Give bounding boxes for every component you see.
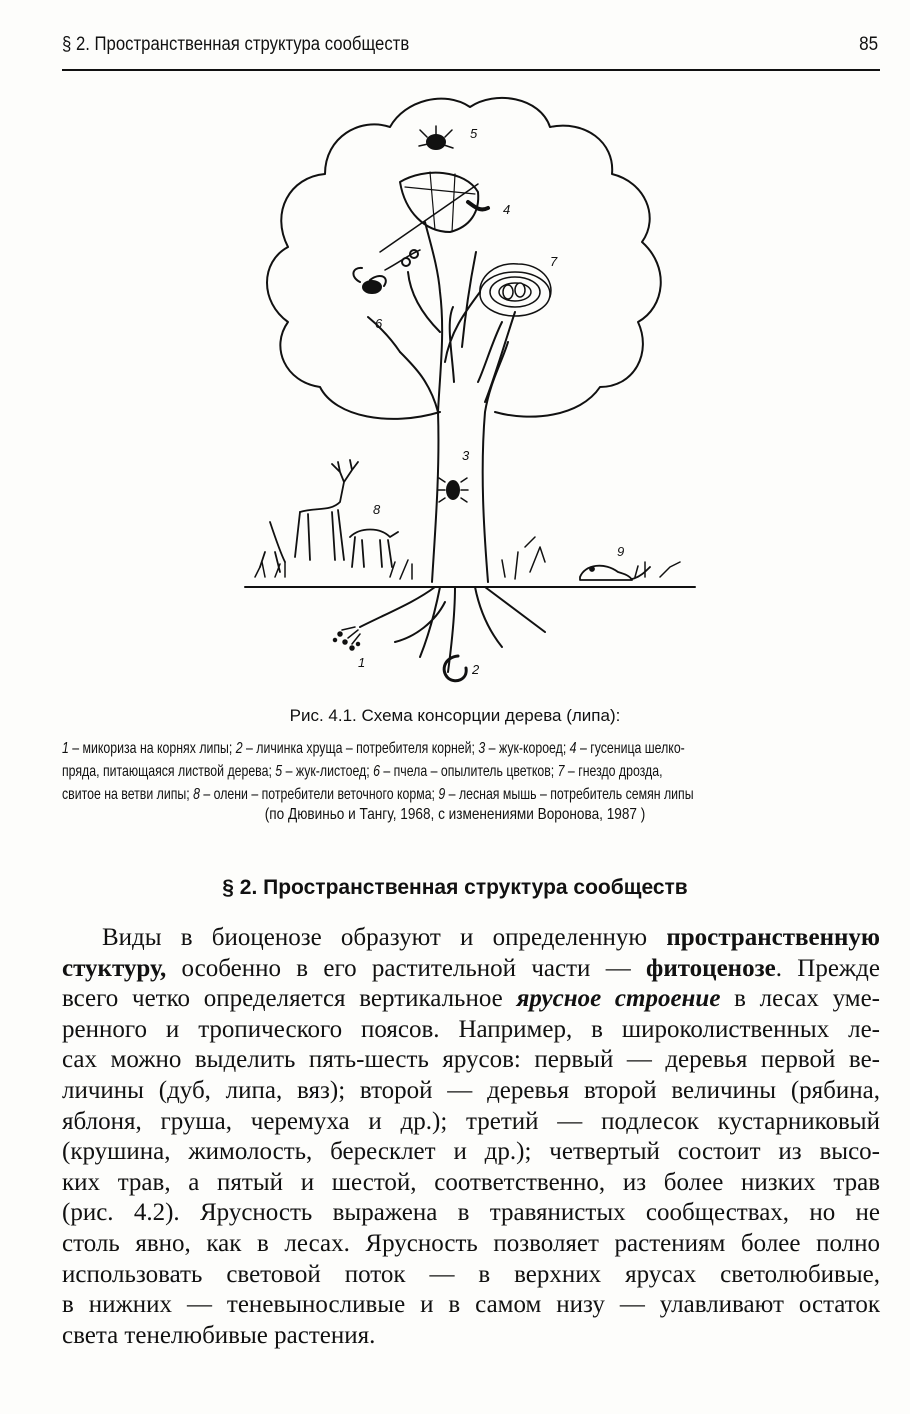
bark-beetle-icon — [438, 478, 468, 502]
body-text-segment: в нижних — теневыносливые и в самом низу — улавливают остаток — [62, 1291, 880, 1319]
fig-label-6: 6 — [375, 316, 383, 331]
fig-label-9: 9 — [617, 544, 625, 559]
emphasized-term: ярусное строение — [516, 985, 721, 1013]
body-line — [62, 1168, 880, 1199]
body-text-segment: всего четко определяется вертикальное — [62, 985, 517, 1013]
body-text-segment: ких трав, а пятый и шестой, соответственно, из более низких трав — [62, 1168, 880, 1196]
tree-illustration — [240, 82, 700, 692]
page-number: 85 — [858, 34, 878, 55]
section-heading: § 2. Пространственная структура сообществ — [222, 876, 688, 899]
body-text-segment: . Прежде — [775, 954, 881, 982]
running-header-title: § 2. Пространственная структура сообществ — [62, 34, 410, 55]
body-line — [62, 1107, 880, 1138]
figure-caption-title: Рис. 4.1. Схема консорции дерева (липа): — [289, 706, 621, 725]
header-rule — [62, 69, 880, 71]
body-text-segment: сах можно выделить пять-шесть ярусов: первый — деревья первой ве- — [62, 1046, 880, 1074]
legend-line: 1 – микориза на корнях липы; 2 – личинка хруща – потребителя корней; 3 – жук-короед; 4 – гусеница шелко- — [62, 740, 685, 757]
fig-label-5: 5 — [470, 126, 478, 141]
body-text-segment: яблоня, груша, черемуха и др.); третий — подлесок кустарниковый — [62, 1107, 880, 1135]
body-text-segment: ренного и тропического поясов. Например, в широколиственных ле- — [62, 1015, 880, 1043]
body-text-segment: особенно в его растительной части — — [166, 954, 647, 982]
body-line — [62, 954, 880, 985]
tree-canopy — [267, 98, 661, 419]
body-text-segment: (рис. 4.2). Ярусность выражена в травянистых сообществах, но не — [62, 1199, 880, 1227]
wood-mouse-icon — [580, 566, 650, 580]
tree-consortium-figure — [240, 82, 700, 692]
body-line — [62, 1137, 880, 1168]
body-line — [62, 1198, 880, 1229]
emphasized-term: фитоценозе — [646, 954, 776, 982]
fig-label-7: 7 — [550, 254, 558, 269]
body-text-segment: (крушина, жимолость, бересклет и др.); четвертый состоит из высо- — [62, 1138, 880, 1166]
fig-label-1: 1 — [358, 655, 366, 670]
thrush-nest-icon — [480, 264, 551, 316]
body-line — [62, 1015, 880, 1046]
body-text-segment: в лесах уме- — [720, 985, 880, 1013]
legend-line: пряда, питающаяся листвой дерева; 5 – жук-листоед; 6 – пчела – опылитель цветков; 7 – гнездо дрозда, — [62, 763, 663, 780]
body-line — [62, 1290, 880, 1321]
fig-label-3: 3 — [462, 448, 470, 463]
body-line — [62, 1321, 880, 1352]
leaf-caterpillar-icon — [380, 172, 488, 252]
body-paragraph — [62, 923, 880, 1351]
figure-source: (по Дювиньо и Тангу, 1968, с изменениями Воронова, 1987 ) — [264, 806, 646, 823]
emphasized-term: стуктуру, — [62, 954, 167, 982]
body-line — [62, 984, 880, 1015]
body-line — [62, 1045, 880, 1076]
body-line — [62, 1076, 880, 1107]
tree-roots — [360, 587, 545, 672]
body-text-segment: использовать световой поток — в верхних ярусах светолюбивые, — [62, 1260, 880, 1288]
body-line — [62, 1260, 880, 1291]
body-text-segment: личины (дуб, липа, вяз); второй — деревья второй величины (рябина, — [62, 1076, 880, 1104]
body-text-segment: Виды в биоценозе образуют и определенную — [102, 924, 667, 951]
mycorrhiza-icon — [334, 627, 361, 650]
fig-label-8: 8 — [373, 502, 381, 517]
figure-legend — [62, 737, 878, 806]
body-line — [62, 1229, 880, 1260]
running-header — [62, 34, 782, 64]
emphasized-term: пространственную — [666, 924, 880, 951]
fig-label-4: 4 — [503, 202, 511, 217]
body-text-segment: столь явно, как в лесах. Ярусность позволяет растениям более полно — [62, 1229, 880, 1257]
legend-line: свитое на ветви липы; 8 – олени – потребители веточного корма; 9 – лесная мышь – потребитель семян липы — [62, 786, 694, 803]
fig-label-2: 2 — [472, 662, 480, 677]
leaf-beetle-icon — [419, 126, 453, 149]
body-line — [62, 923, 880, 954]
body-text-segment: света тенелюбивые растения. — [62, 1321, 376, 1349]
grub-larva-icon — [444, 656, 466, 681]
